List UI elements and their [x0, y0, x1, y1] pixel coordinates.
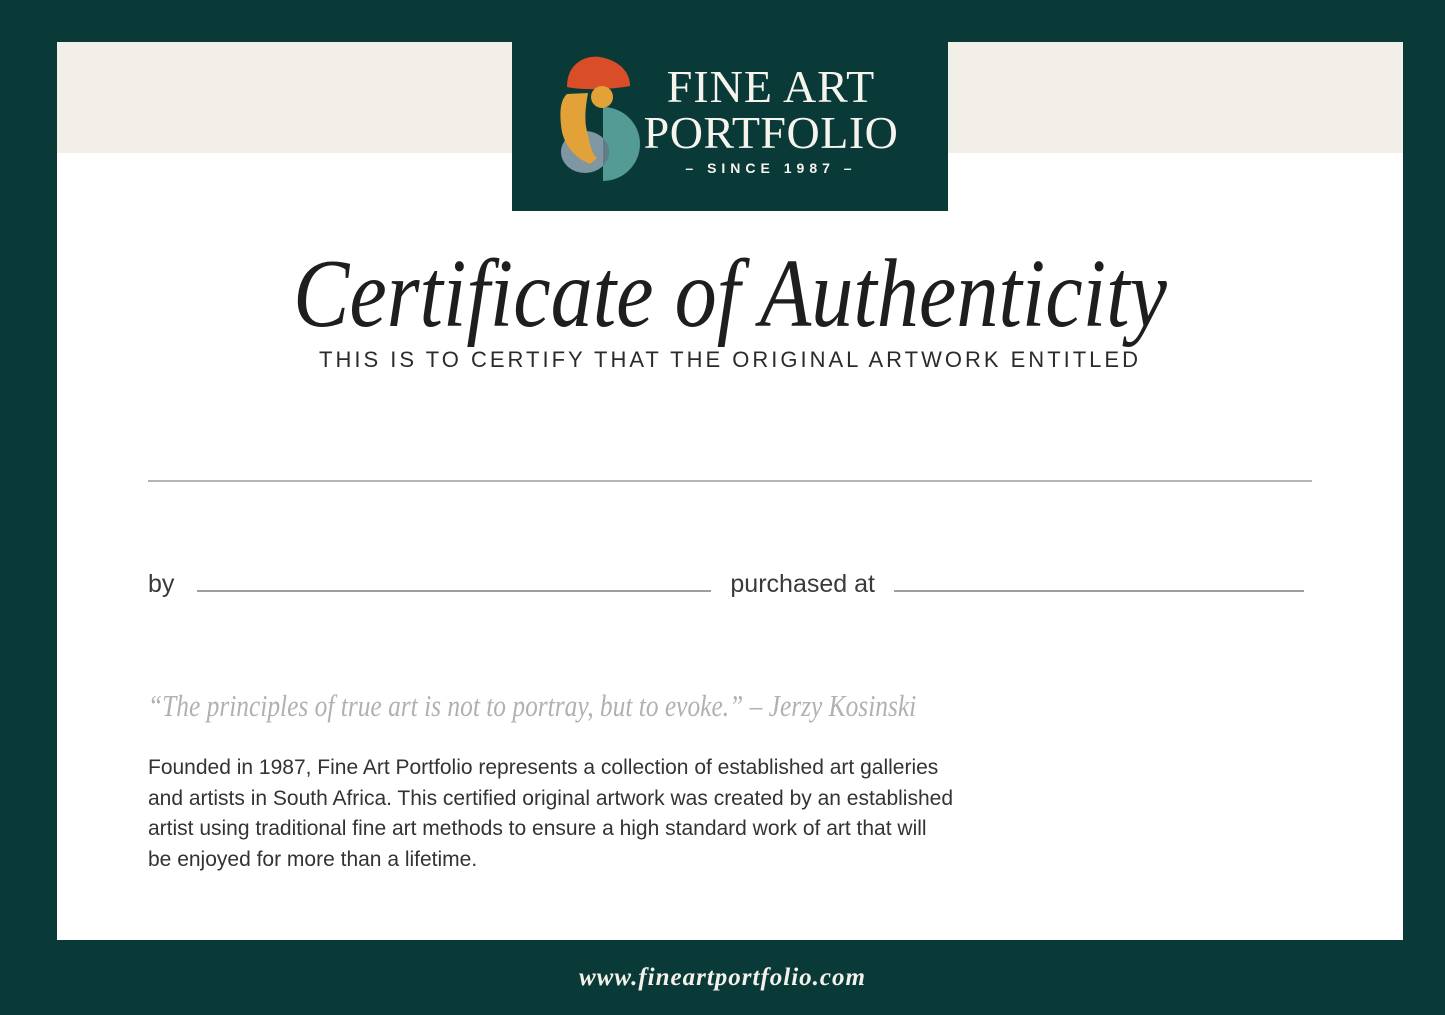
- brand-logo-block: [512, 42, 948, 211]
- brand-tagline: – SINCE 1987 –: [685, 160, 857, 176]
- artist-quote: “The principles of true art is not to portray, but to evoke.” – Jerzy Kosinski: [148, 688, 917, 723]
- quote-wrap: [148, 688, 1085, 724]
- brand-name-line1: FINE ART: [666, 61, 876, 112]
- description-line: Founded in 1987, Fine Art Portfolio represents a collection of established art galleries: [148, 756, 939, 779]
- by-label: by: [148, 570, 175, 598]
- certificate-description: [148, 753, 953, 875]
- by-blank-line: [197, 590, 711, 592]
- description-line: and artists in South Africa. This certified original artwork was created by an established: [148, 786, 954, 810]
- description-line: artist using traditional fine art methods to ensure a high standard work of art that will: [148, 817, 927, 840]
- footer-website: www.fineartportfolio.com: [579, 963, 866, 991]
- logo-mustard-dot: [591, 86, 613, 108]
- fill-in-row: [148, 570, 1328, 599]
- purchased-at-blank-line: [894, 590, 1304, 592]
- description-line: be enjoyed for more than a lifetime.: [148, 847, 478, 871]
- certificate-sheet: [57, 42, 1403, 940]
- footer-band: [0, 940, 1445, 1015]
- brand-wordmark: [628, 61, 914, 176]
- artwork-title-blank-line: [148, 480, 1312, 482]
- certificate-title: Certificate of Authenticity: [293, 240, 1167, 348]
- certificate-subtitle: THIS IS TO CERTIFY THAT THE ORIGINAL ARTWORK ENTITLED: [319, 347, 1141, 372]
- brand-name-line2: PORTFOLIO: [643, 107, 899, 158]
- logo-red-cap: [567, 57, 630, 90]
- certificate-title-wrap: [57, 238, 1403, 350]
- purchased-at-label: purchased at: [730, 570, 875, 598]
